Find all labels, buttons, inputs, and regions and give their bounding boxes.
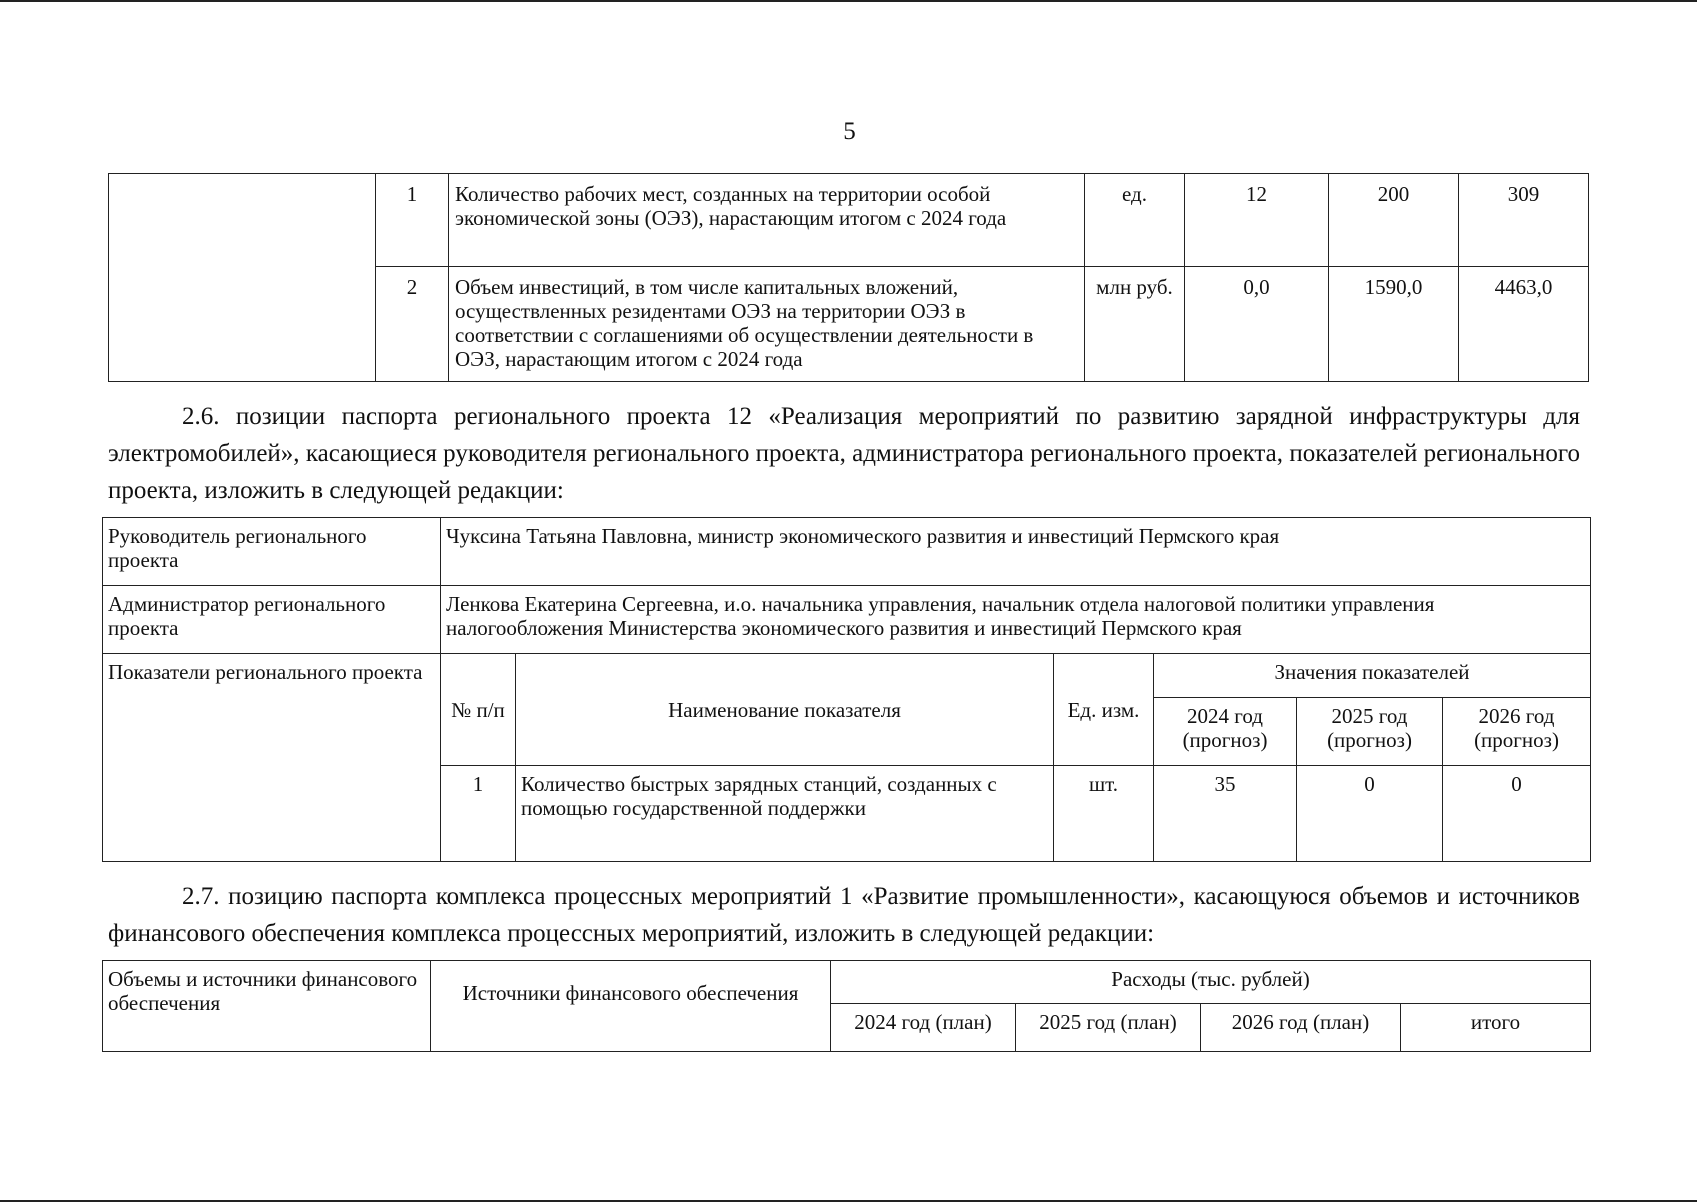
indicator-name: Количество быстрых зарядных станций, созданных с помощью государственной поддержки <box>516 766 1054 862</box>
col-header-values: Значения показателей <box>1154 654 1591 698</box>
indicator-unit: млн руб. <box>1085 267 1185 382</box>
indicator-name: Количество рабочих мест, созданных на территории особой экономической зоны (ОЭЗ), нарастающим итогом с 2024 года <box>449 174 1085 267</box>
table-header-row <box>103 654 1591 698</box>
row-number: 1 <box>441 766 516 862</box>
indicator-value-1: 0,0 <box>1185 267 1329 382</box>
leader-value: Чуксина Татьяна Павловна, министр экономического развития и инвестиций Пермского края <box>441 518 1591 586</box>
col-header-sources: Источники финансового обеспечения <box>431 961 831 1052</box>
col-header-number: № п/п <box>441 654 516 766</box>
page-number: 5 <box>843 118 856 145</box>
col-header-expenses: Расходы (тыс. рублей) <box>831 961 1591 1004</box>
paragraph-2-6: 2.6. позиции паспорта регионального проекта 12 «Реализация мероприятий по развитию зарядной инфраструктуры для электромобилей», касающиеся руководителя регионального проекта, администратора регионального проекта, показателей регионального проекта, изложить в следующей редакции: <box>108 403 1580 504</box>
indicator-unit: шт. <box>1054 766 1154 862</box>
paragraph-2-7: 2.7. позицию паспорта комплекса процессных мероприятий 1 «Развитие промышленности», касающуюся объемов и источников финансового обеспечения комплекса процессных мероприятий, изложить в следующей редакции: <box>108 883 1580 947</box>
admin-value: Ленкова Екатерина Сергеевна, и.о. начальника управления, начальник отдела налоговой политики управления налогообложения Министерства экономического развития и инвестиций Пермского края <box>441 586 1591 654</box>
col-header-unit: Ед. изм. <box>1054 654 1154 766</box>
col-header-total: итого <box>1401 1004 1591 1052</box>
empty-label-cell <box>109 174 376 382</box>
indicators-table-oez <box>108 173 1589 382</box>
col-header-year-2025: 2025 год (прогноз) <box>1297 698 1443 766</box>
col-header-year-2026: 2026 год (прогноз) <box>1443 698 1591 766</box>
indicator-value-2: 200 <box>1329 174 1459 267</box>
row-number: 1 <box>376 174 449 267</box>
regional-project-table <box>102 517 1591 862</box>
admin-label: Администратор регионального проекта <box>103 586 441 654</box>
indicator-name: Объем инвестиций, в том числе капитальных вложений, осуществленных резидентами ОЭЗ на территории ОЭЗ в соответствии с соглашениями об осуществлении деятельности в ОЭЗ, нарастающим итогом с 2024 года <box>449 267 1085 382</box>
indicator-unit: ед. <box>1085 174 1185 267</box>
leader-label: Руководитель регионального проекта <box>103 518 441 586</box>
indicator-value-2026: 0 <box>1443 766 1591 862</box>
col-header-2024-plan: 2024 год (план) <box>831 1004 1016 1052</box>
indicator-value-3: 4463,0 <box>1459 267 1589 382</box>
financing-table <box>102 960 1591 1052</box>
indicator-value-1: 12 <box>1185 174 1329 267</box>
financing-label: Объемы и источники финансового обеспечения <box>103 961 431 1052</box>
row-number: 2 <box>376 267 449 382</box>
indicators-label: Показатели регионального проекта <box>103 654 441 862</box>
col-header-year-2024: 2024 год (прогноз) <box>1154 698 1297 766</box>
indicator-value-2: 1590,0 <box>1329 267 1459 382</box>
indicator-value-2025: 0 <box>1297 766 1443 862</box>
table-row <box>103 586 1591 654</box>
col-header-2025-plan: 2025 год (план) <box>1016 1004 1201 1052</box>
table-row <box>109 174 1589 267</box>
col-header-2026-plan: 2026 год (план) <box>1201 1004 1401 1052</box>
indicator-value-2024: 35 <box>1154 766 1297 862</box>
indicator-value-3: 309 <box>1459 174 1589 267</box>
table-header-row <box>103 961 1591 1004</box>
table-row <box>103 518 1591 586</box>
col-header-name: Наименование показателя <box>516 654 1054 766</box>
